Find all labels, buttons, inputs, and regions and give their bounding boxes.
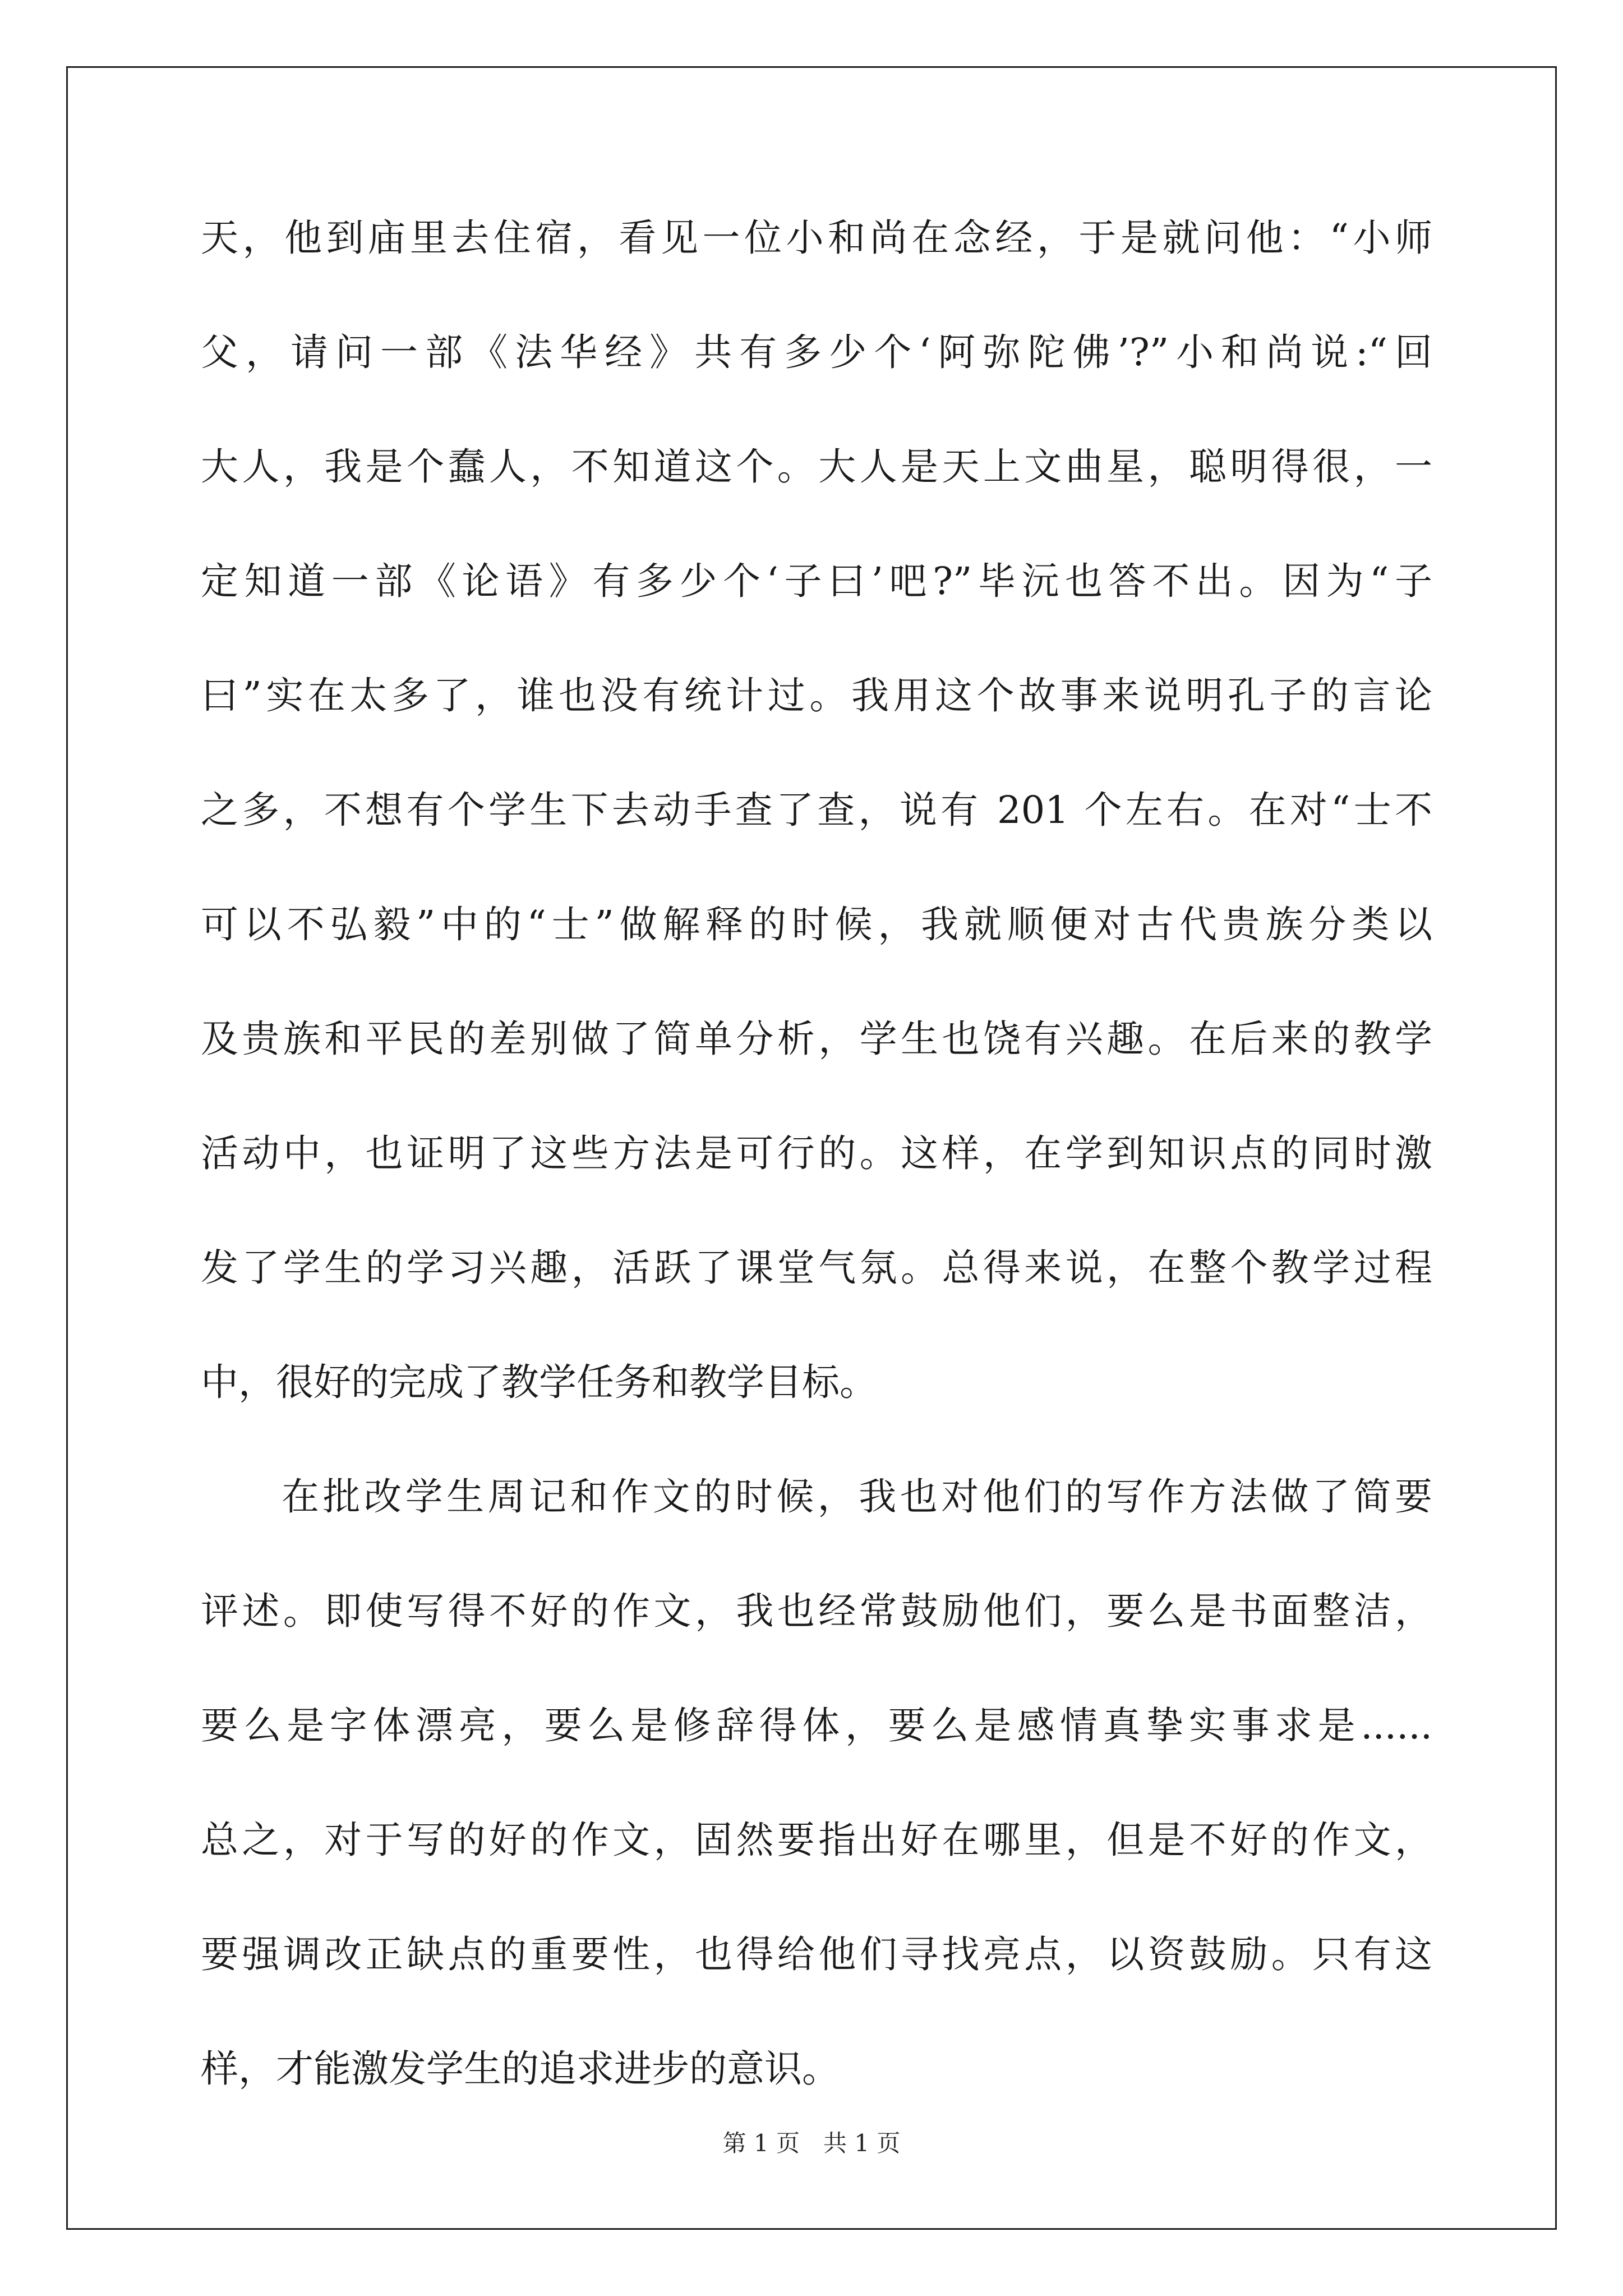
page-total: 共 1 页 (823, 2129, 901, 2157)
text-line: 父，请问一部《法华经》共有多少个‘阿弥陀佛’?”小和尚说:“回 (201, 330, 1432, 374)
paragraph-1 (201, 206, 1432, 1465)
page-number: 第 1 页 (722, 2129, 800, 2157)
text-line: 在批改学生周记和作文的时候，我也对他们的写作方法做了简要 (282, 1475, 1432, 1519)
text-line: 及贵族和平民的差别做了简单分析，学生也饶有兴趣。在后来的教学 (201, 1017, 1432, 1061)
text-line: 定知道一部《论语》有多少个‘子曰’吧?”毕沅也答不出。因为“子 (201, 559, 1432, 603)
text-line: 之多，不想有个学生下去动手查了查，说有 201 个左右。在对“士不 (201, 788, 1432, 832)
text-line: 要强调改正缺点的重要性，也得给他们寻找亮点，以资鼓励。只有这 (201, 1932, 1432, 1976)
text-line: 中，很好的完成了教学任务和教学目标。 (201, 1360, 877, 1404)
text-line: 曰”实在太多了，谁也没有统计过。我用这个故事来说明孔子的言论 (201, 674, 1432, 717)
document-body (201, 206, 1432, 2152)
text-line: 要么是字体漂亮，要么是修辞得体，要么是感情真挚实事求是...... (201, 1704, 1432, 1747)
paragraph-2 (201, 1465, 1432, 2152)
text-line: 评述。即使写得不好的作文，我也经常鼓励他们，要么是书面整洁， (201, 1589, 1432, 1633)
text-line: 活动中，也证明了这些方法是可行的。这样，在学到知识点的同时激 (201, 1131, 1432, 1175)
text-line: 发了学生的学习兴趣，活跃了课堂气氛。总得来说，在整个教学过程 (201, 1246, 1432, 1290)
text-line: 可以不弘毅”中的“士”做解释的时候，我就顺便对古代贵族分类以 (201, 903, 1432, 946)
page-footer (0, 2129, 1623, 2157)
text-line: 天，他到庙里去住宿，看见一位小和尚在念经，于是就问他：“小师 (201, 216, 1432, 260)
text-line: 大人，我是个蠢人，不知道这个。大人是天上文曲星，聪明得很，一 (201, 445, 1432, 489)
text-line: 样，才能激发学生的追求进步的意识。 (201, 2047, 840, 2091)
text-line: 总之，对于写的好的作文，固然要指出好在哪里，但是不好的作文， (201, 1818, 1432, 1862)
